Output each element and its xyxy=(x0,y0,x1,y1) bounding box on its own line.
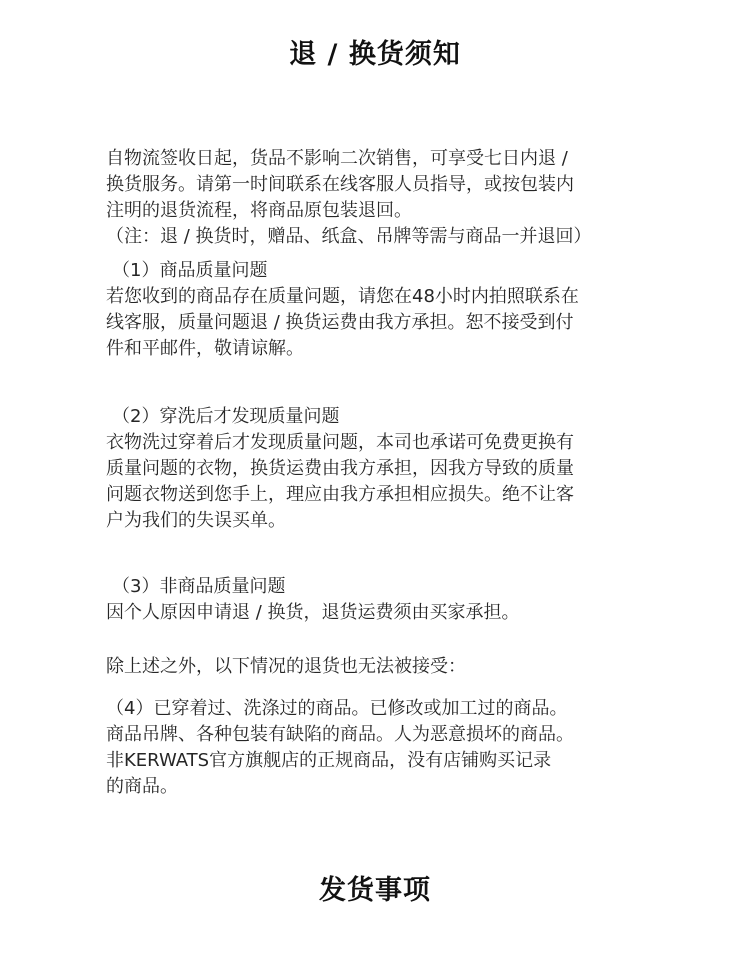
after-wash-heading: （2）穿洗后才发现质量问题 xyxy=(112,406,340,427)
intro-line: 换货服务。请第一时间联系在线客服人员指导，或按包装内 xyxy=(106,174,574,195)
after-wash-line: 户为我们的失误买单。 xyxy=(106,510,286,531)
non-quality-line: 因个人原因申请退 / 换货，退货运费须由买家承担。 xyxy=(106,602,520,623)
intro-line: 自物流签收日起，货品不影响二次销售，可享受七日内退 / xyxy=(106,148,568,169)
non-quality-heading: （3）非商品质量问题 xyxy=(112,576,286,597)
exclusion-line: 的商品。 xyxy=(106,776,178,797)
exclusion-intro-text: 除上述之外，以下情况的退货也无法被接受： xyxy=(106,656,466,677)
exclusion-line: 非KERWATS官方旗舰店的正规商品，没有店铺购买记录 xyxy=(106,750,552,771)
quality-issue-section xyxy=(106,258,666,362)
exclusion-list xyxy=(106,696,666,800)
exclusion-intro xyxy=(106,654,666,680)
return-policy-title: 退 / 换货须知 xyxy=(289,39,461,70)
shipping-title: 发货事项 xyxy=(319,875,431,906)
intro-line: 注明的退货流程，将商品原包装退回。 xyxy=(106,200,412,221)
after-wash-line: 问题衣物送到您手上，理应由我方承担相应损失。绝不让客 xyxy=(106,484,574,505)
intro-paragraph xyxy=(106,146,666,250)
exclusion-line: （4）已穿着过、洗涤过的商品。已修改或加工过的商品。 xyxy=(106,698,568,719)
quality-issue-heading: （1）商品质量问题 xyxy=(112,260,268,281)
quality-issue-line: 件和平邮件，敬请谅解。 xyxy=(106,338,304,359)
exclusion-line: 商品吊牌、各种包装有缺陷的商品。人为恶意损坏的商品。 xyxy=(106,724,574,745)
quality-issue-line: 若您收到的商品存在质量问题，请您在48小时内拍照联系在 xyxy=(106,286,579,307)
after-wash-line: 衣物洗过穿着后才发现质量问题，本司也承诺可免费更换有 xyxy=(106,432,574,453)
after-wash-line: 质量问题的衣物，换货运费由我方承担，因我方导致的质量 xyxy=(106,458,574,479)
after-wash-section xyxy=(106,404,666,534)
non-quality-section xyxy=(106,574,666,626)
intro-note: （注：退 / 换货时，赠品、纸盒、吊牌等需与商品一并退回） xyxy=(106,226,592,247)
quality-issue-line: 线客服，质量问题退 / 换货运费由我方承担。恕不接受到付 xyxy=(106,312,574,333)
